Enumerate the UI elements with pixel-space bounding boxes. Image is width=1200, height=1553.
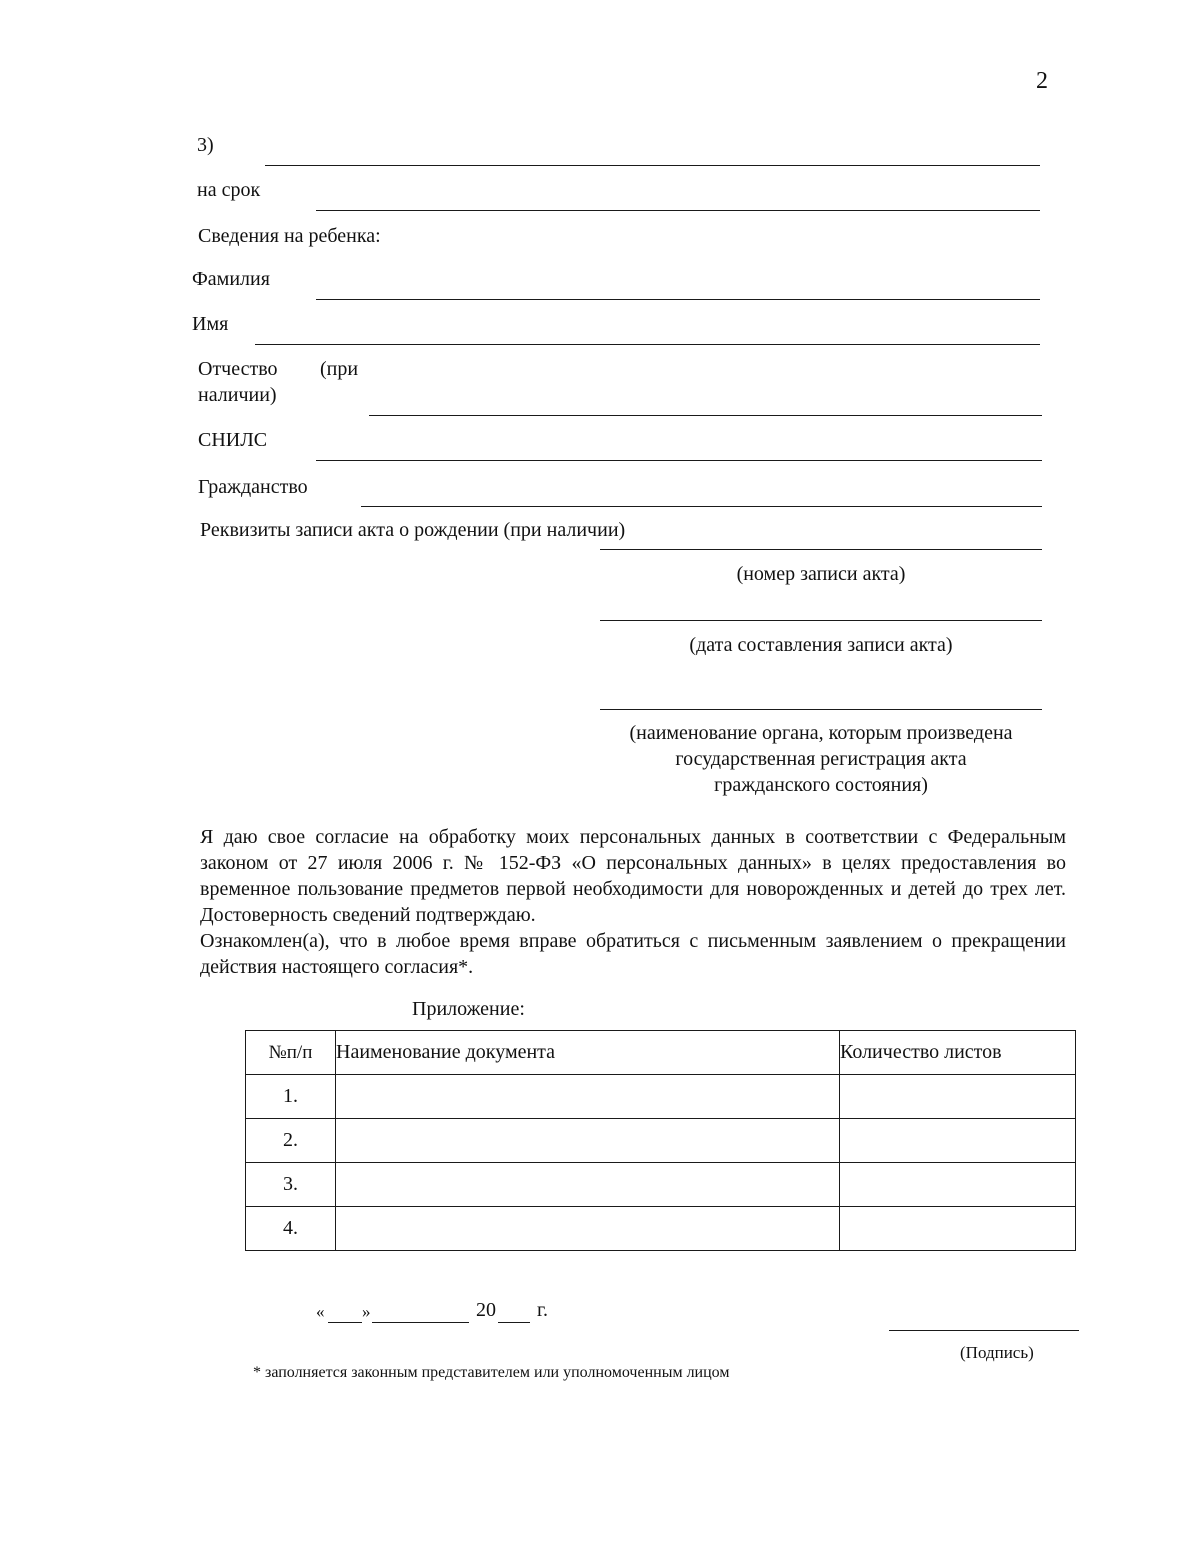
signature-caption: (Подпись) [960, 1343, 1034, 1362]
patronymic-label-end: наличии) [198, 384, 277, 406]
patronymic-label-cont: (при [320, 358, 359, 380]
signature-line[interactable] [889, 1330, 1079, 1331]
surname-label: Фамилия [192, 268, 270, 290]
authority-caption-1: (наименование органа, которым произведена [629, 722, 1013, 744]
row-document-name-cell[interactable] [336, 1119, 840, 1163]
row-number: 3. [246, 1163, 336, 1207]
date-year-prefix: 20 [476, 1299, 496, 1321]
row-sheet-count-cell[interactable] [840, 1119, 1076, 1163]
date-year-suffix: г. [537, 1299, 548, 1321]
authority-line[interactable] [600, 709, 1042, 710]
date-open-quote: « [316, 1302, 325, 1321]
consent-paragraph-1: Я даю свое согласие на обработку моих персональных данных в соответствии с Федеральным законом от 27 июля 2006 г. № 152-ФЗ «О персональных данных» в целях предоставления во временное пользование предметов первой необходимости для новорожденных и детей до трех лет. Достоверность сведений подтверждаю. [200, 826, 1066, 926]
patronymic-line[interactable] [369, 415, 1042, 416]
term-label: на срок [197, 179, 261, 201]
table-row [246, 1207, 1076, 1251]
authority-caption-3: гражданского состояния) [714, 774, 928, 796]
child-info-heading: Сведения на ребенка: [198, 225, 381, 247]
date-day-line[interactable] [328, 1322, 362, 1323]
date-close-quote: » [362, 1302, 371, 1321]
term-line[interactable] [316, 210, 1040, 211]
table-row [246, 1163, 1076, 1207]
patronymic-label: Отчество [198, 358, 278, 380]
row-document-name-cell[interactable] [336, 1163, 840, 1207]
row-sheet-count-cell[interactable] [840, 1075, 1076, 1119]
row-sheet-count-cell[interactable] [840, 1207, 1076, 1251]
table-header-row [246, 1031, 1076, 1075]
item-3-line[interactable] [265, 165, 1040, 166]
record-number-line[interactable] [600, 549, 1042, 550]
header-sheet-count: Количество листов [840, 1031, 1076, 1075]
row-number: 1. [246, 1075, 336, 1119]
row-sheet-count-cell[interactable] [840, 1163, 1076, 1207]
citizenship-line[interactable] [361, 506, 1042, 507]
citizenship-label: Гражданство [198, 476, 308, 498]
row-document-name-cell[interactable] [336, 1207, 840, 1251]
snils-label: СНИЛС [198, 429, 268, 451]
record-date-line[interactable] [600, 620, 1042, 621]
record-number-caption: (номер записи акта) [736, 563, 906, 585]
attachment-title: Приложение: [412, 998, 525, 1020]
snils-line[interactable] [316, 460, 1042, 461]
first-name-line[interactable] [255, 344, 1040, 345]
consent-text [200, 824, 1066, 980]
row-number: 2. [246, 1119, 336, 1163]
consent-paragraph-2: Ознакомлен(а), что в любое время вправе обратиться с письменным заявлением о прекращении действия настоящего согласия*. [200, 930, 1066, 978]
header-document-name: Наименование документа [336, 1031, 840, 1075]
table-row [246, 1119, 1076, 1163]
birth-record-label: Реквизиты записи акта о рождении (при наличии) [200, 519, 626, 541]
item-3-label: 3) [197, 134, 214, 156]
row-document-name-cell[interactable] [336, 1075, 840, 1119]
row-number: 4. [246, 1207, 336, 1251]
date-year-line[interactable] [498, 1322, 530, 1323]
authority-caption-2: государственная регистрация акта [675, 748, 967, 770]
table-row [246, 1075, 1076, 1119]
surname-line[interactable] [316, 299, 1040, 300]
first-name-label: Имя [192, 313, 229, 335]
record-date-caption: (дата составления записи акта) [689, 634, 953, 656]
attachment-table [245, 1030, 1076, 1251]
date-month-line[interactable] [372, 1322, 469, 1323]
page-number: 2 [1036, 68, 1048, 94]
header-number: №п/п [246, 1031, 336, 1075]
footnote: * заполняется законным представителем или уполномоченным лицом [253, 1364, 730, 1381]
